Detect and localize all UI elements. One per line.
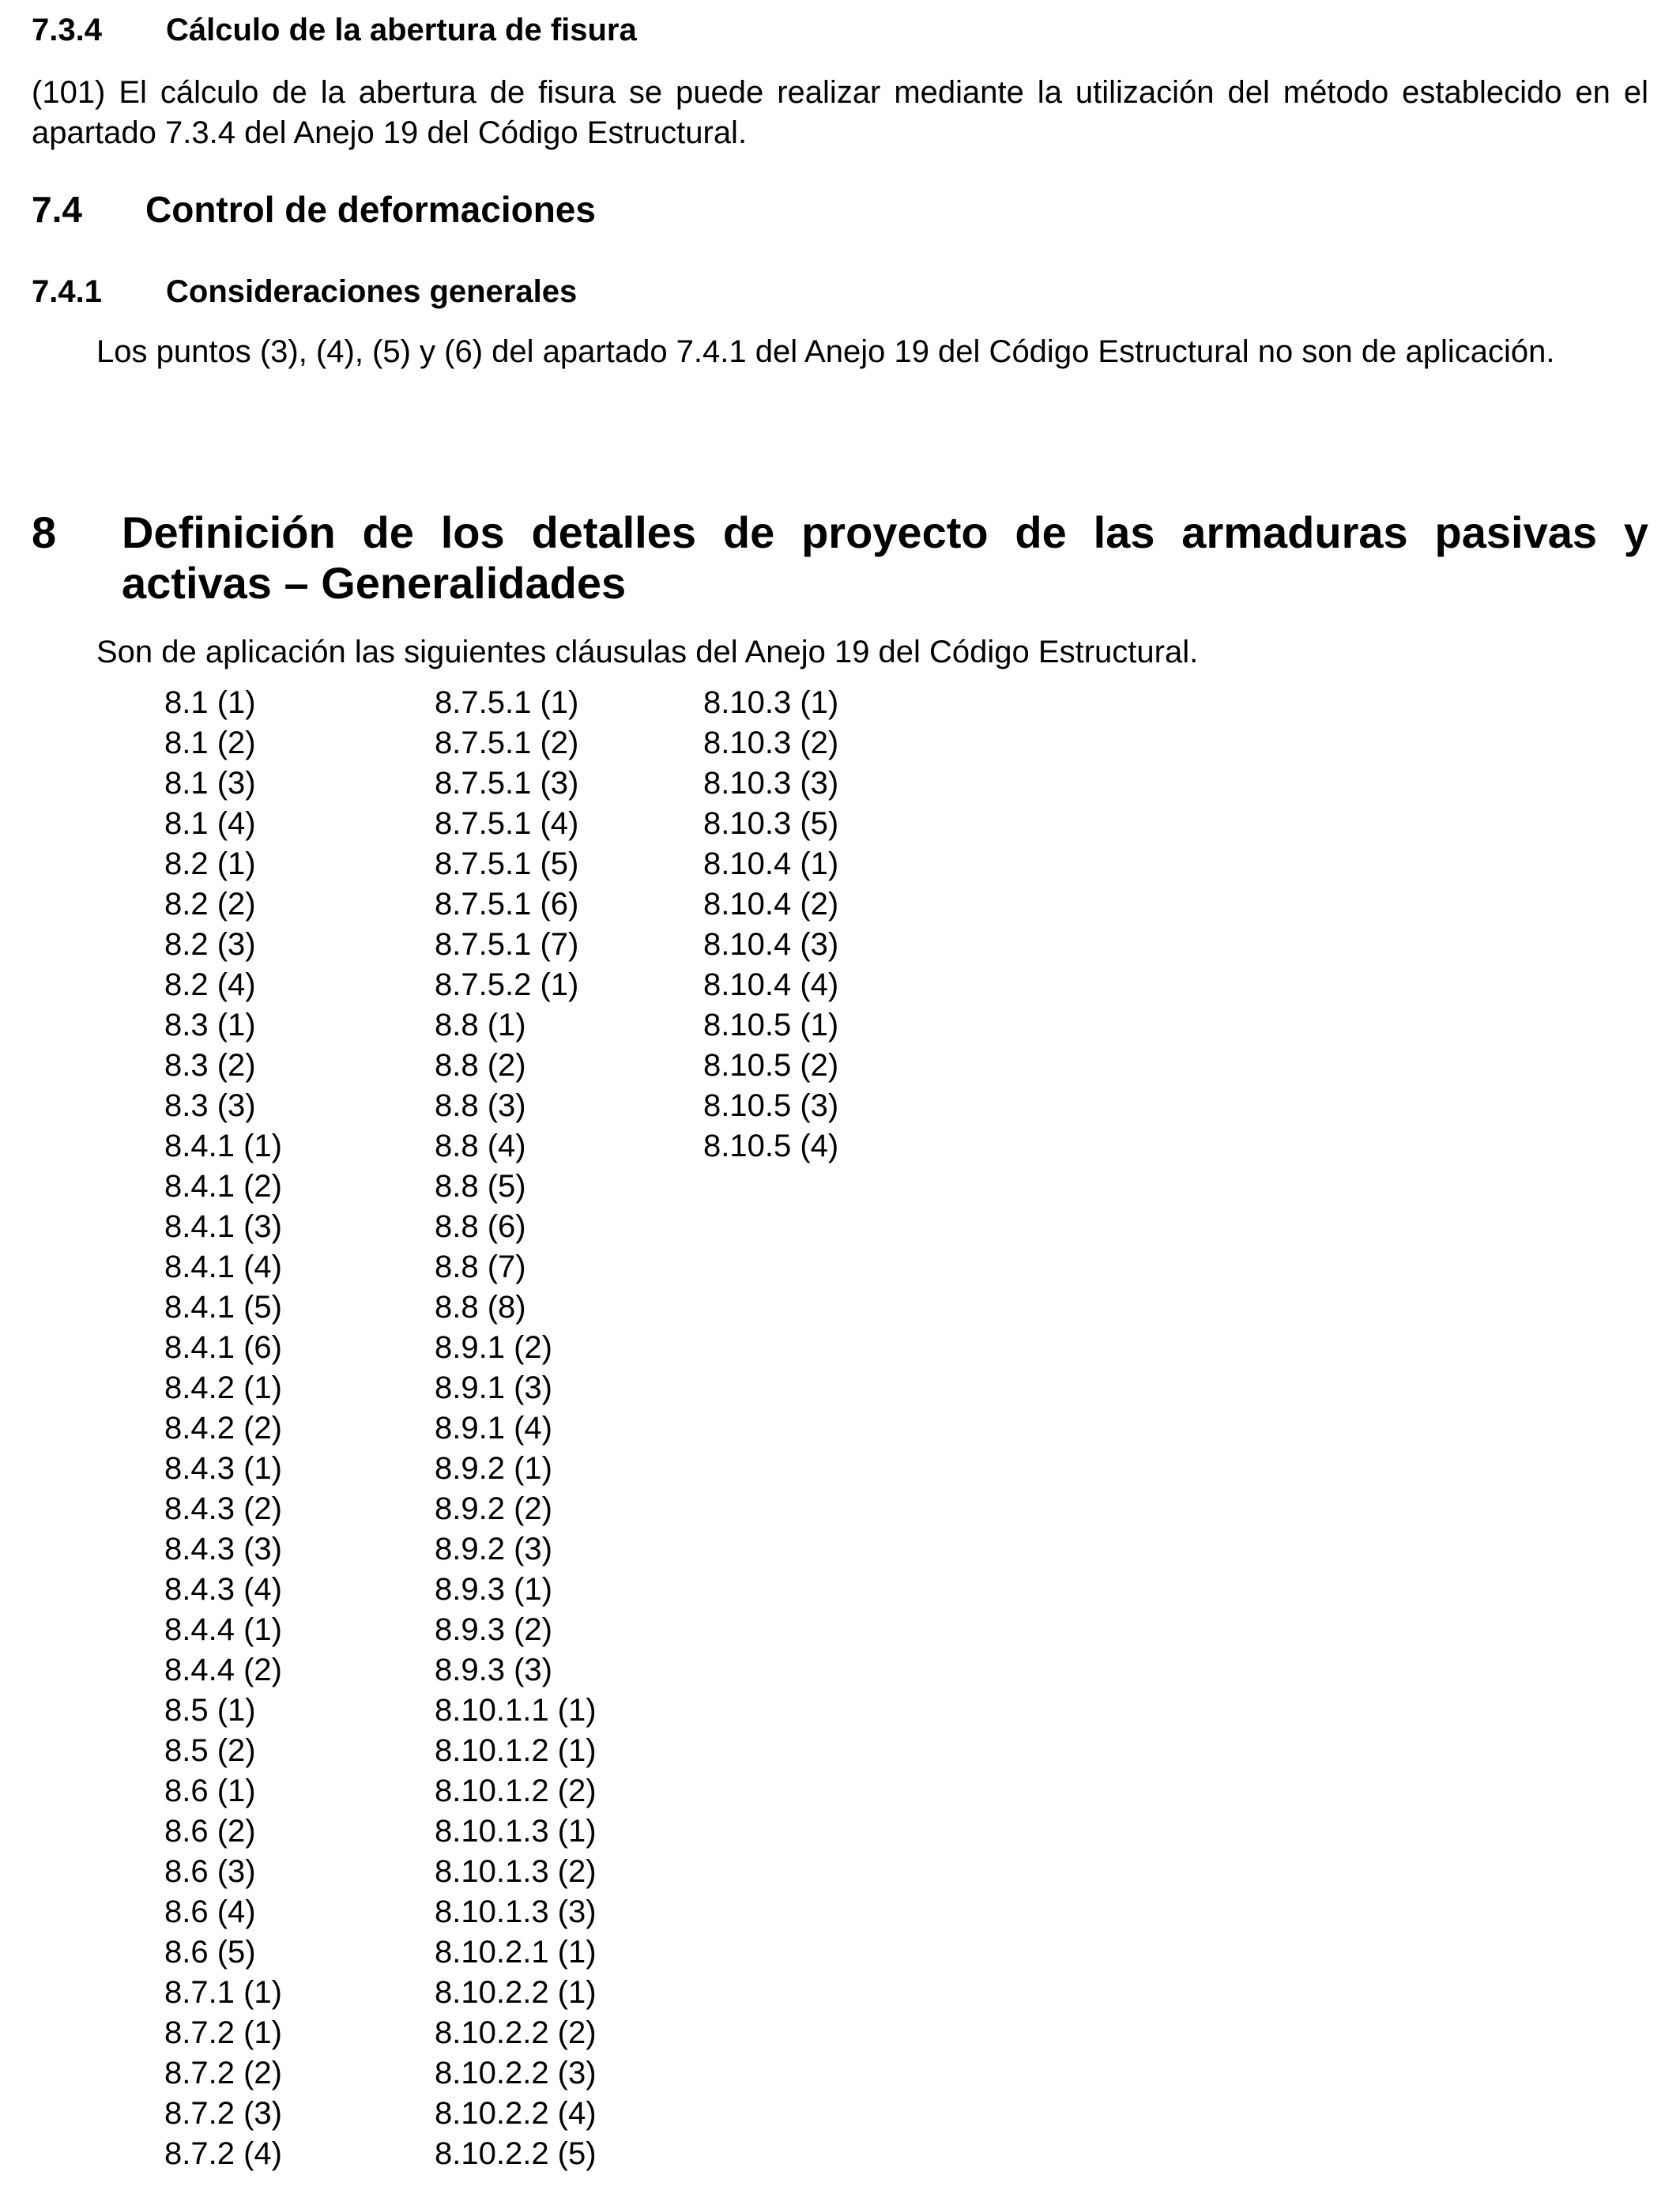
clause-item: 8.9.1 (3) <box>435 1370 552 1405</box>
heading-number: 7.4.1 <box>32 274 102 309</box>
heading-title: Control de deformaciones <box>145 189 596 230</box>
clause-item: 8.4.4 (1) <box>164 1612 282 1647</box>
clause-item: 8.10.4 (4) <box>703 967 839 1002</box>
clause-item: 8.9.2 (1) <box>435 1451 552 1486</box>
clause-item: 8.8 (5) <box>435 1169 526 1204</box>
clause-item: 8.5 (1) <box>164 1693 256 1728</box>
clause-item: 8.10.2.1 (1) <box>435 1935 597 1970</box>
clause-item: 8.10.5 (4) <box>703 1129 839 1163</box>
clause-item: 8.7.2 (1) <box>164 2015 282 2050</box>
clause-item: 8.10.3 (2) <box>703 726 839 760</box>
clause-item: 8.6 (3) <box>164 1854 256 1889</box>
clause-item: 8.5 (2) <box>164 1733 256 1768</box>
clause-item: 8.10.1.1 (1) <box>435 1693 597 1728</box>
clause-item: 8.10.2.2 (1) <box>435 1975 597 2010</box>
clause-item: 8.9.3 (2) <box>435 1612 552 1647</box>
clause-item: 8.8 (1) <box>435 1008 526 1042</box>
clause-item: 8.7.5.1 (7) <box>435 927 579 962</box>
clause-item: 8.8 (2) <box>435 1048 526 1083</box>
clause-item: 8.7.1 (1) <box>164 1975 282 2010</box>
clause-item: 8.10.5 (1) <box>703 1008 839 1042</box>
clause-item: 8.10.3 (3) <box>703 766 839 801</box>
clause-item: 8.4.3 (1) <box>164 1451 282 1486</box>
heading-7-3-4 <box>32 11 637 49</box>
clause-item: 8.9.2 (3) <box>435 1532 552 1566</box>
clause-item: 8.8 (4) <box>435 1129 526 1163</box>
paragraph-7-4-1: Los puntos (3), (4), (5) y (6) del apartado 7.4.1 del Anejo 19 del Código Estructural no son de aplicación. <box>96 334 1555 369</box>
clause-item: 8.3 (1) <box>164 1008 256 1042</box>
clause-item: 8.8 (7) <box>435 1250 526 1284</box>
clause-item: 8.7.2 (2) <box>164 2056 282 2090</box>
clause-item: 8.9.1 (4) <box>435 1411 552 1446</box>
clause-item: 8.4.3 (2) <box>164 1491 282 1526</box>
heading-7-4-1 <box>32 273 577 311</box>
clause-item: 8.7.5.1 (1) <box>435 685 579 720</box>
heading-number: 7.4 <box>32 189 82 230</box>
clause-item: 8.10.1.2 (2) <box>435 1774 597 1808</box>
clause-item: 8.10.2.2 (5) <box>435 2136 597 2171</box>
clause-item: 8.7.5.2 (1) <box>435 967 579 1002</box>
clause-item: 8.2 (1) <box>164 846 256 881</box>
clause-item: 8.4.1 (6) <box>164 1330 282 1365</box>
clause-item: 8.10.3 (5) <box>703 806 839 841</box>
clause-item: 8.4.3 (3) <box>164 1532 282 1566</box>
clause-item: 8.3 (2) <box>164 1048 256 1083</box>
clause-item: 8.10.4 (2) <box>703 887 839 922</box>
clause-item: 8.10.1.3 (1) <box>435 1814 597 1849</box>
clause-item: 8.9.2 (2) <box>435 1491 552 1526</box>
clause-item: 8.4.4 (2) <box>164 1653 282 1687</box>
clause-item: 8.8 (3) <box>435 1088 526 1123</box>
clause-item: 8.4.1 (1) <box>164 1129 282 1163</box>
clause-list-column-1 <box>164 683 282 2174</box>
heading-7-4 <box>32 188 596 231</box>
clause-item: 8.2 (3) <box>164 927 256 962</box>
heading-title: Cálculo de la abertura de fisura <box>166 13 637 47</box>
clause-item: 8.6 (5) <box>164 1935 256 1970</box>
clause-item: 8.8 (6) <box>435 1209 526 1244</box>
clause-item: 8.1 (2) <box>164 726 256 760</box>
clause-item: 8.9.1 (2) <box>435 1330 552 1365</box>
clause-item: 8.10.1.3 (2) <box>435 1854 597 1889</box>
clause-item: 8.4.1 (5) <box>164 1290 282 1325</box>
clause-item: 8.9.3 (3) <box>435 1653 552 1687</box>
clause-item: 8.7.2 (4) <box>164 2136 282 2171</box>
clause-list-column-2 <box>435 683 597 2174</box>
clause-item: 8.2 (2) <box>164 887 256 922</box>
heading-number: 8 <box>32 507 57 557</box>
clause-list-column-3 <box>703 683 838 1167</box>
clause-item: 8.10.1.3 (3) <box>435 1894 597 1929</box>
clause-item: 8.1 (1) <box>164 685 256 720</box>
clause-item: 8.4.2 (1) <box>164 1370 282 1405</box>
clause-item: 8.7.5.1 (6) <box>435 887 579 922</box>
clause-item: 8.4.3 (4) <box>164 1572 282 1607</box>
clause-item: 8.4.2 (2) <box>164 1411 282 1446</box>
clause-item: 8.6 (2) <box>164 1814 256 1849</box>
heading-number: 7.3.4 <box>32 13 102 47</box>
clause-item: 8.8 (8) <box>435 1290 526 1325</box>
clause-item: 8.3 (3) <box>164 1088 256 1123</box>
clause-item: 8.1 (4) <box>164 806 256 841</box>
paragraph-101: (101) El cálculo de la abertura de fisura se puede realizar mediante la utilización del método establecido en el apartado 7.3.4 del Anejo 19 del Código Estructural. <box>32 75 1648 150</box>
clause-item: 8.6 (1) <box>164 1774 256 1808</box>
clause-item: 8.7.5.1 (2) <box>435 726 579 760</box>
clause-item: 8.7.2 (3) <box>164 2096 282 2131</box>
heading-title: Consideraciones generales <box>166 274 578 309</box>
heading-8 <box>32 507 1648 609</box>
clauses-intro: Son de aplicación las siguientes cláusulas del Anejo 19 del Código Estructural. <box>96 635 1199 669</box>
clause-item: 8.4.1 (3) <box>164 1209 282 1244</box>
clause-item: 8.7.5.1 (5) <box>435 846 579 881</box>
clause-item: 8.9.3 (1) <box>435 1572 552 1607</box>
clause-item: 8.4.1 (2) <box>164 1169 282 1204</box>
clause-item: 8.4.1 (4) <box>164 1250 282 1284</box>
clause-item: 8.10.5 (3) <box>703 1088 839 1123</box>
clause-item: 8.10.4 (1) <box>703 846 839 881</box>
heading-title: Definición de los detalles de proyecto de las armaduras pasivas y activas – Generalidades <box>122 507 1648 608</box>
clause-item: 8.7.5.1 (4) <box>435 806 579 841</box>
clause-item: 8.7.5.1 (3) <box>435 766 579 801</box>
clause-item: 8.6 (4) <box>164 1894 256 1929</box>
clause-item: 8.10.2.2 (2) <box>435 2015 597 2050</box>
clause-item: 8.10.2.2 (4) <box>435 2096 597 2131</box>
clause-item: 8.10.4 (3) <box>703 927 839 962</box>
clause-item: 8.1 (3) <box>164 766 256 801</box>
clause-item: 8.2 (4) <box>164 967 256 1002</box>
clause-item: 8.10.3 (1) <box>703 685 839 720</box>
clause-item: 8.10.2.2 (3) <box>435 2056 597 2090</box>
clause-item: 8.10.5 (2) <box>703 1048 839 1083</box>
clause-item: 8.10.1.2 (1) <box>435 1733 597 1768</box>
